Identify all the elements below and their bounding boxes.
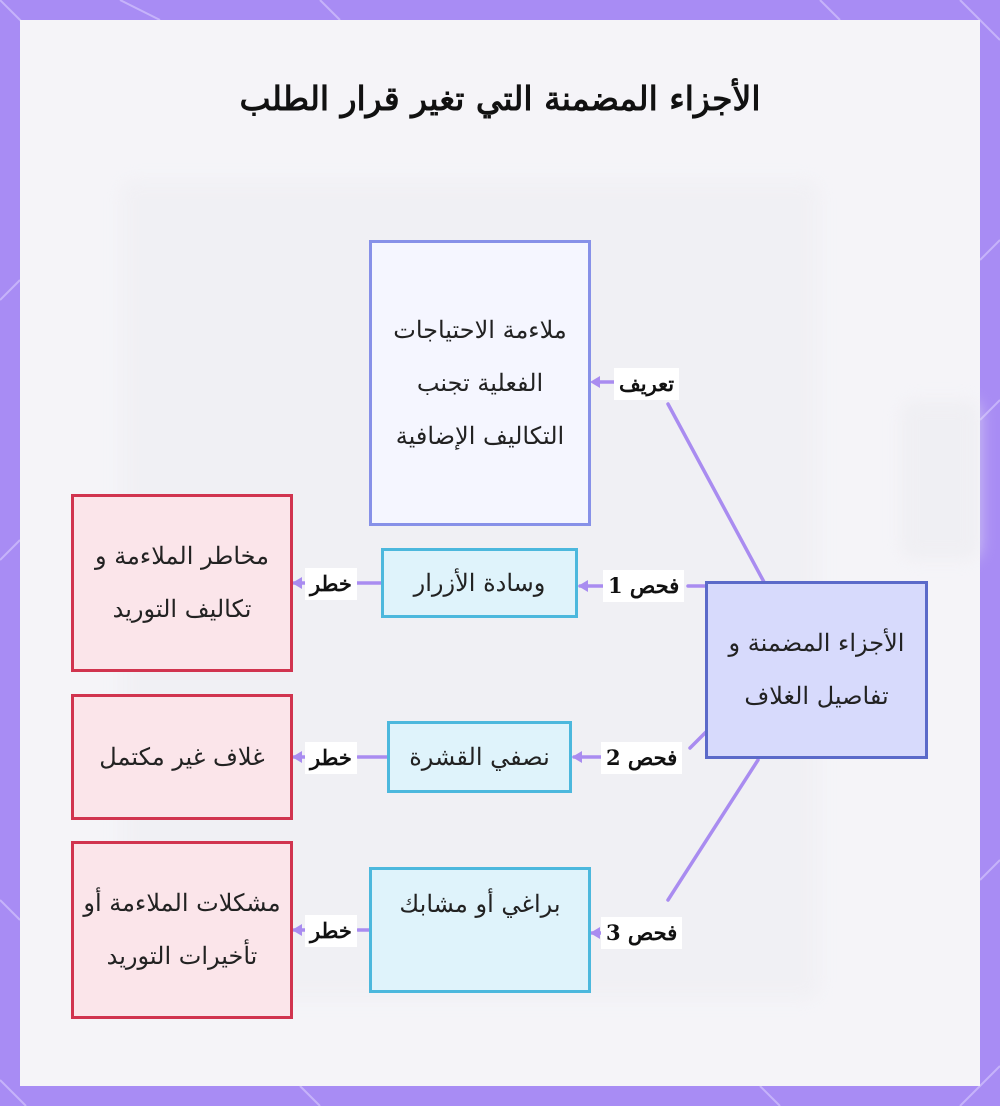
node-risk-fit-supply-label: مخاطر الملاءمة و تكاليف التوريد: [94, 542, 270, 623]
edge-label-check3: فحص 3: [601, 917, 682, 949]
edge-main-fit: [668, 404, 764, 582]
node-screws-clips: [369, 867, 591, 993]
arrowhead: [292, 924, 302, 936]
node-embedded-parts: [705, 581, 928, 759]
node-risk-incomplete-label: غلاف غير مكتمل: [99, 742, 265, 771]
arrowhead: [590, 927, 600, 939]
edge-label-risk2: خطر: [305, 742, 357, 774]
edge-main-part3: [668, 760, 758, 900]
arrowhead: [572, 751, 582, 763]
node-risk-delays-label: مشكلات الملاءمة أو تأخيرات التوريد: [83, 889, 281, 970]
node-fit-needs-label: ملاءمة الاحتياجات الفعلية تجنب التكاليف الإضافية: [393, 315, 567, 450]
arrowhead: [590, 376, 600, 388]
edge-label-risk1: خطر: [305, 568, 357, 600]
node-risk-fit-supply: [71, 494, 293, 672]
node-fit-needs: [369, 240, 591, 526]
node-risk-delays: [71, 841, 293, 1019]
edge-label-define: تعريف: [614, 368, 679, 400]
edge-label-check2: فحص 2: [601, 742, 682, 774]
node-embedded-parts-label: الأجزاء المضمنة و تفاصيل الغلاف: [728, 629, 905, 710]
node-button-pad: [381, 548, 578, 618]
node-risk-incomplete: [71, 694, 293, 820]
arrowhead: [292, 577, 302, 589]
node-shell-halves: [387, 721, 572, 793]
arrowhead: [578, 580, 588, 592]
node-button-pad-label: وسادة الأزرار: [413, 569, 546, 597]
edge-label-check1: فحص 1: [603, 570, 684, 602]
arrowhead: [292, 751, 302, 763]
edge-main-part2: [690, 732, 706, 748]
diagram-title: الأجزاء المضمنة التي تغير قرار الطلب: [239, 79, 761, 118]
edge-label-risk3: خطر: [305, 915, 357, 947]
node-screws-clips-label: براغي أو مشابك: [399, 890, 561, 918]
node-shell-halves-label: نصفي القشرة: [409, 743, 550, 771]
